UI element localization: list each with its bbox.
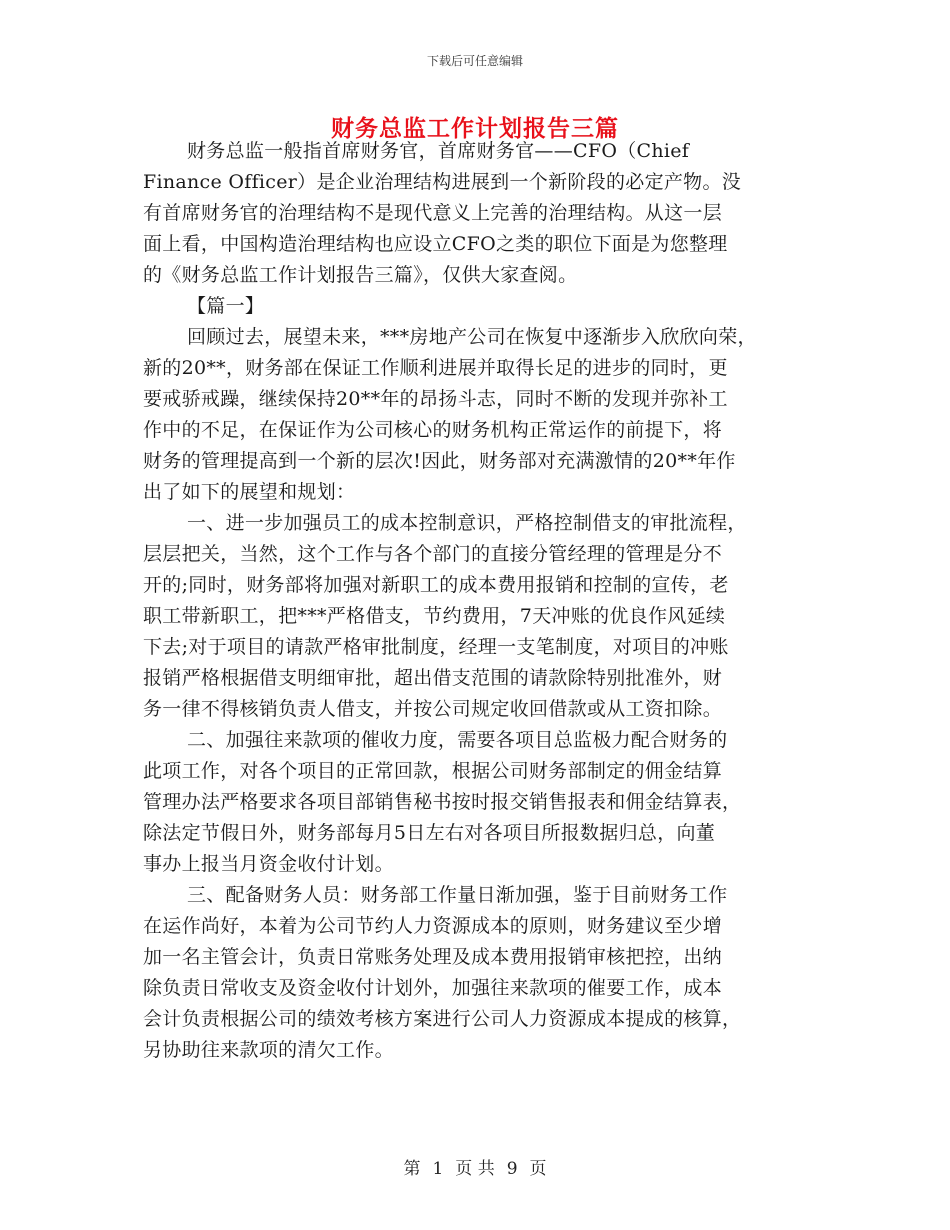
body-line: 层层把关，当然，这个工作与各个部门的直接分管经理的管理是分不	[143, 543, 723, 565]
body-line: 此项工作，对各个项目的正常回款，根据公司财务部制定的佣金结算	[143, 760, 723, 782]
document-title: 财务总监工作计划报告三篇	[331, 115, 619, 142]
body-line: 新的20**，财务部在保证工作顺利进展并取得长足的进步的同时，更	[143, 357, 728, 379]
body-line: 出了如下的展望和规划：	[143, 481, 356, 503]
body-line: 除负责日常收支及资金收付计划外，加强往来款项的催要工作，成本	[143, 977, 723, 999]
body-line: 报销严格根据借支明细审批，超出借支范围的请款除特别批准外，财	[143, 667, 723, 689]
body-line: 除法定节假日外，财务部每月5日左右对各项目所报数据归总，向董	[143, 822, 716, 844]
body-line: 面上看，中国构造治理结构也应设立CFO之类的职位下面是为您整理	[143, 233, 728, 255]
page-header: 下载后可任意编辑	[426, 54, 523, 68]
body-line: 的《财务总监工作计划报告三篇》，仅供大家查阅。	[143, 264, 578, 286]
body-line: Finance Officer）是企业治理结构进展到一个新阶段的必定产物。没	[143, 171, 742, 193]
body-line: 三、配备财务人员：财务部工作量日渐加强，鉴于目前财务工作	[187, 884, 728, 906]
body-line: 另协助往来款项的清欠工作。	[143, 1039, 394, 1061]
section-heading: 【篇一】	[187, 295, 265, 317]
body-line: 职工带新职工，把***严格借支，节约费用，7天冲账的优良作风延续	[143, 605, 726, 627]
page-footer	[0, 1154, 950, 1179]
body-line: 财务总监一般指首席财务官，首席财务官——CFO（Chief	[187, 140, 690, 162]
footer-prefix: 第	[403, 1159, 421, 1179]
total-page-number: 9	[506, 1159, 518, 1179]
body-line: 回顾过去，展望未来，***房地产公司在恢复中逐渐步入欣欣向荣，	[187, 326, 757, 348]
footer-middle: 页 共	[455, 1159, 495, 1179]
current-page-number: 1	[432, 1159, 444, 1179]
body-line: 要戒骄戒躁，继续保持20**年的昂扬斗志，同时不断的发现并弥补工	[143, 388, 728, 410]
body-line: 二、加强往来款项的催收力度，需要各项目总监极力配合财务的	[187, 729, 728, 751]
body-line: 作中的不足，在保证作为公司核心的财务机构正常运作的前提下，将	[143, 419, 723, 441]
body-line: 开的;同时，财务部将加强对新职工的成本费用报销和控制的宣传，老	[143, 574, 729, 596]
body-line: 在运作尚好，本着为公司节约人力资源成本的原则，财务建议至少增	[143, 915, 723, 937]
body-line: 务一律不得核销负责人借支，并按公司规定收回借款或从工资扣除。	[143, 698, 723, 720]
body-line: 事办上报当月资金收付计划。	[143, 853, 394, 875]
body-line: 财务的管理提高到一个新的层次!因此，财务部对充满激情的20**年作	[143, 450, 736, 472]
footer-suffix: 页	[529, 1159, 547, 1179]
body-line: 管理办法严格要求各项目部销售秘书按时报交销售报表和佣金结算表，	[143, 791, 742, 813]
body-line: 加一名主管会计，负责日常账务处理及成本费用报销审核把控，出纳	[143, 946, 723, 968]
body-line: 会计负责根据公司的绩效考核方案进行公司人力资源成本提成的核算，	[143, 1008, 742, 1030]
document-body	[143, 136, 815, 1066]
body-line: 有首席财务官的治理结构不是现代意义上完善的治理结构。从这一层	[143, 202, 723, 224]
body-line: 一、进一步加强员工的成本控制意识，严格控制借支的审批流程，	[187, 512, 747, 534]
body-line: 下去;对于项目的请款严格审批制度，经理一支笔制度，对项目的冲账	[143, 636, 729, 658]
